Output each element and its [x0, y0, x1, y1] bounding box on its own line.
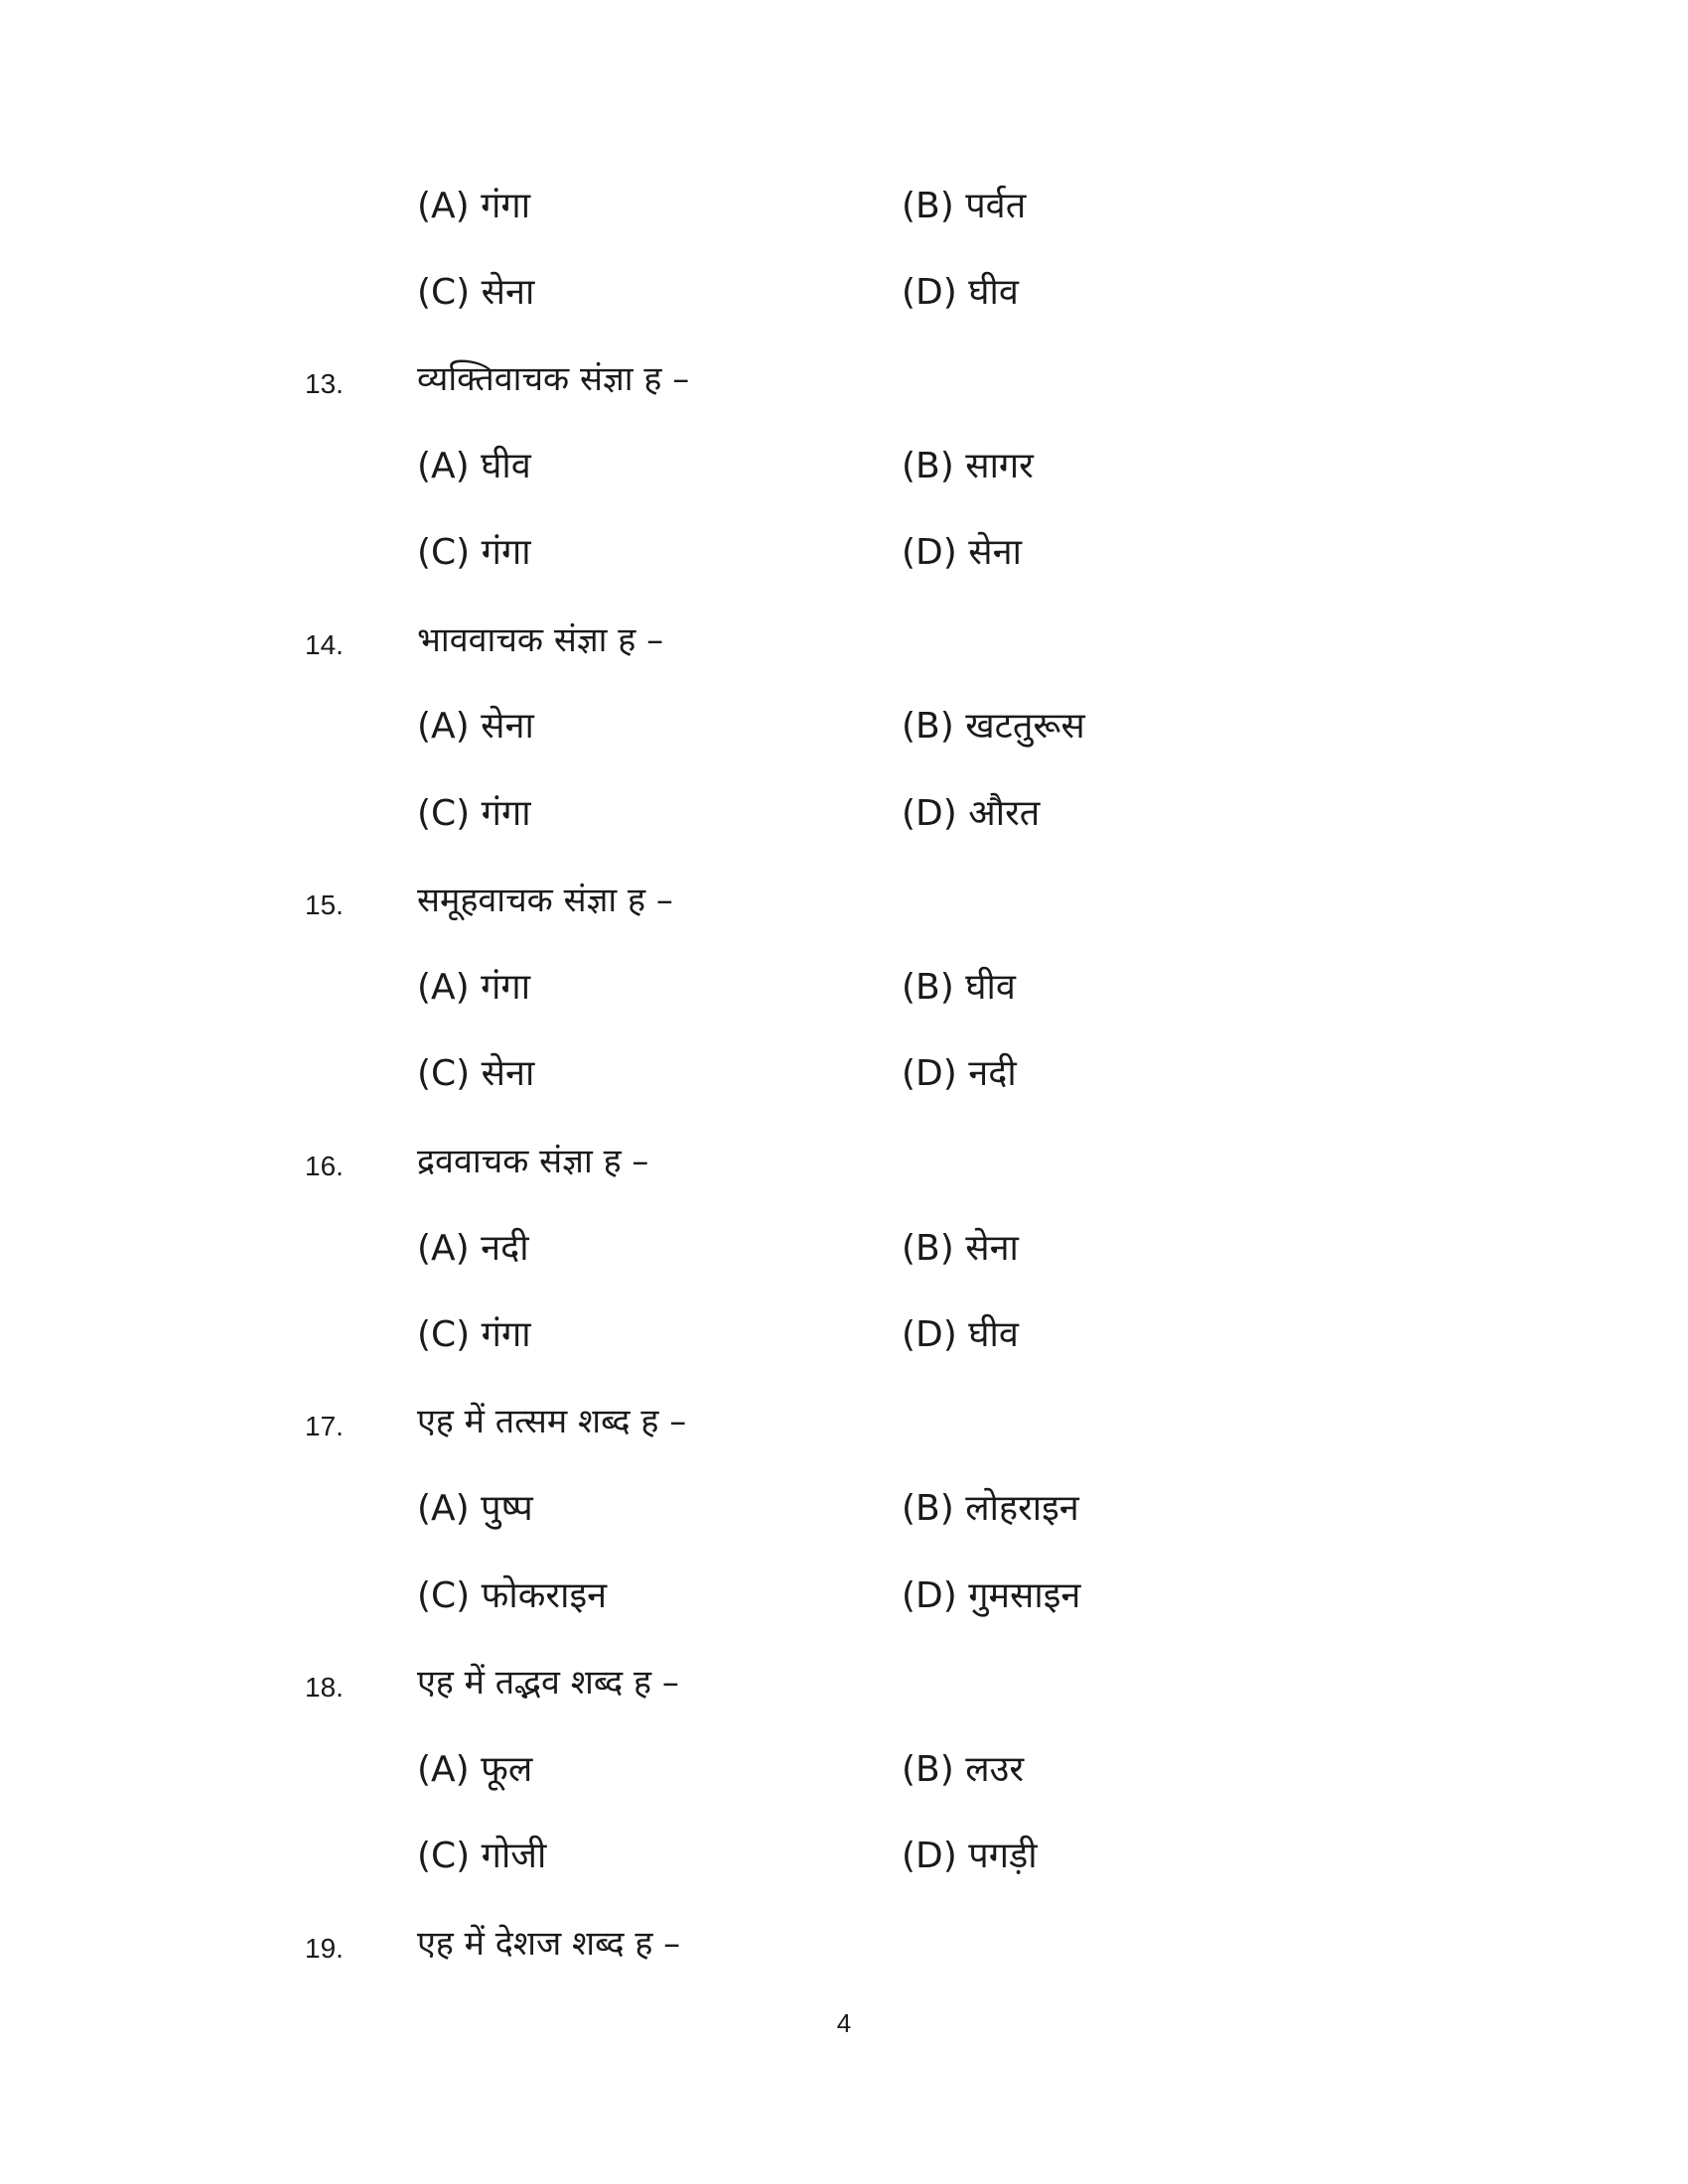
question-14-options-row-1	[0, 702, 1688, 761]
question-14	[0, 615, 1688, 675]
option-a: (A) गंगा	[417, 186, 531, 226]
option-a: (A) सेना	[417, 706, 534, 747]
option-d: (D) पगड़ी	[902, 1836, 1038, 1876]
option-b: (B) लोहराइन	[902, 1488, 1079, 1529]
question-number: 14.	[305, 629, 344, 660]
option-d: (D) नदी	[902, 1053, 1017, 1094]
option-c: (C) फोकराइन	[417, 1575, 608, 1616]
question-text: समूहवाचक संज्ञा ह –	[417, 881, 673, 920]
option-c: (C) गोजी	[417, 1836, 547, 1876]
page-number: 4	[836, 2008, 852, 2038]
question-number: 13.	[305, 368, 344, 399]
option-d: (D) औरत	[902, 793, 1041, 834]
question-number: 16.	[305, 1151, 344, 1181]
question-text: एह में तत्सम शब्द ह –	[417, 1402, 687, 1441]
option-c: (C) सेना	[417, 272, 535, 313]
option-a: (A) गंगा	[417, 967, 531, 1008]
question-16-options-row-2	[0, 1310, 1688, 1370]
question-16	[0, 1137, 1688, 1196]
option-c: (C) सेना	[417, 1053, 535, 1094]
question-18-options-row-1	[0, 1745, 1688, 1805]
question-number: 18.	[305, 1672, 344, 1703]
option-a: (A) फूल	[417, 1749, 533, 1790]
option-d: (D) सेना	[902, 532, 1022, 573]
question-13-options-row-1	[0, 442, 1688, 501]
question-18	[0, 1658, 1688, 1717]
option-c: (C) गंगा	[417, 793, 531, 834]
question-15	[0, 876, 1688, 935]
question-17-options-row-2	[0, 1571, 1688, 1631]
option-b: (B) पर्वत	[902, 186, 1027, 226]
question-16-options-row-1	[0, 1224, 1688, 1284]
option-c: (C) गंगा	[417, 532, 531, 573]
question-text: व्यक्तिवाचक संज्ञा ह –	[417, 359, 690, 399]
carryover-options-row-2	[0, 268, 1688, 328]
question-17-options-row-1	[0, 1484, 1688, 1544]
option-b: (B) घीव	[902, 967, 1016, 1008]
question-number: 15.	[305, 889, 344, 920]
option-b: (B) खटतुरूस	[902, 706, 1085, 747]
option-a: (A) घीव	[417, 446, 531, 486]
question-text: द्रववाचक संज्ञा ह –	[417, 1142, 649, 1181]
question-text: एह में देशज शब्द ह –	[417, 1924, 681, 1964]
option-b: (B) सेना	[902, 1228, 1019, 1269]
question-text: भाववाचक संज्ञा ह –	[417, 620, 664, 660]
question-15-options-row-1	[0, 963, 1688, 1023]
carryover-options-row-1	[0, 182, 1688, 241]
question-13	[0, 354, 1688, 414]
option-d: (D) गुमसाइन	[902, 1575, 1081, 1616]
question-text: एह में तद्भव शब्द ह –	[417, 1663, 679, 1703]
option-c: (C) गंगा	[417, 1314, 531, 1355]
option-a: (A) नदी	[417, 1228, 529, 1269]
question-13-options-row-2	[0, 528, 1688, 588]
question-15-options-row-2	[0, 1049, 1688, 1109]
question-14-options-row-2	[0, 789, 1688, 849]
option-b: (B) लउर	[902, 1749, 1025, 1790]
question-number: 17.	[305, 1411, 344, 1441]
question-18-options-row-2	[0, 1832, 1688, 1891]
option-d: (D) घीव	[902, 272, 1019, 313]
option-d: (D) घीव	[902, 1314, 1019, 1355]
question-19	[0, 1919, 1688, 1979]
option-a: (A) पुष्प	[417, 1488, 533, 1529]
question-number: 19.	[305, 1933, 344, 1964]
option-b: (B) सागर	[902, 446, 1034, 486]
question-17	[0, 1397, 1688, 1456]
